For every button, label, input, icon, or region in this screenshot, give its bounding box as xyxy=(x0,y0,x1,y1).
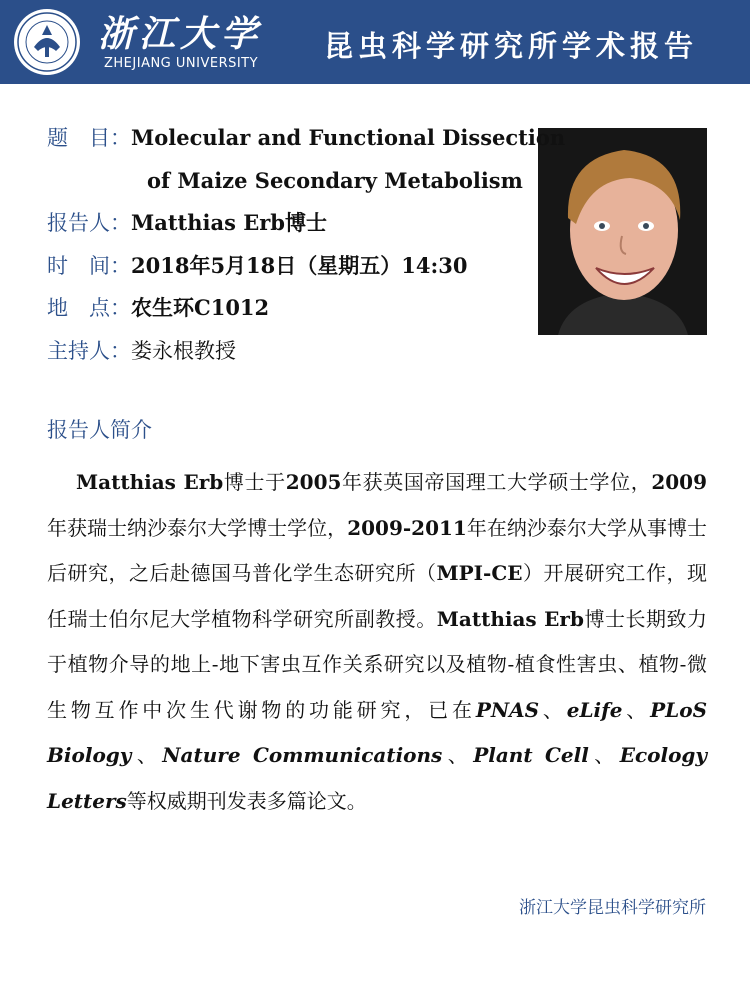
journal-4: Nature Communications xyxy=(162,743,443,767)
journal-3: PLoS Biology xyxy=(47,697,708,767)
sep-5: 、 xyxy=(588,743,620,767)
time-row xyxy=(47,246,467,286)
sep-3: 、 xyxy=(131,743,163,767)
speaker-photo xyxy=(538,128,707,335)
bio-year-1: 2005 xyxy=(285,470,342,494)
speaker-label: 报告人： xyxy=(47,211,131,235)
university-seal-icon xyxy=(12,7,82,77)
title-line-2: of Maize Secondary Metabolism xyxy=(147,168,523,193)
bio-name-1: Matthias Erb xyxy=(76,470,224,494)
journal-6: Ecology Letters xyxy=(47,743,708,813)
journal-2: eLife xyxy=(566,697,623,722)
speaker-name: Matthias Erb博士 xyxy=(131,210,327,235)
place-label: 地 点： xyxy=(47,296,131,320)
speaker-portrait-icon xyxy=(538,128,707,335)
bio-paragraph xyxy=(47,460,707,824)
sep-4: 、 xyxy=(442,743,474,767)
bio-text-2a: 博士长期致力于植物介导的地上-地下害虫互作关系研究以及植物-植食性害虫、植物-微生物互作中次生代谢物的功能研究，已在 xyxy=(47,606,708,722)
sep-2: 、 xyxy=(622,697,651,722)
title-line-1: Molecular and Functional Dissection xyxy=(131,125,566,150)
place-value: 农生环C1012 xyxy=(131,295,270,320)
university-name-cn: 浙江大学 xyxy=(98,13,263,55)
journal-1: PNAS xyxy=(475,697,540,722)
bio-year-3: 2009-2011 xyxy=(347,515,467,540)
title-row-2 xyxy=(147,161,523,201)
footer-institute: 浙江大学昆虫科学研究所 xyxy=(519,898,706,918)
bio-text-1b: 年获英国帝国理工大学硕士学位， xyxy=(341,470,652,494)
bio-text-1c: 年获瑞士纳沙泰尔大学博士学位， xyxy=(47,515,348,540)
bio-name-2: Matthias Erb xyxy=(436,606,584,631)
title-row xyxy=(47,118,565,158)
time-label: 时 间： xyxy=(47,254,131,278)
host-value: 娄永根教授 xyxy=(131,339,236,363)
bio-text-1d: 年在纳沙泰尔大学从事博士后研究，之后赴德国马普化学生态研究所（ xyxy=(47,515,708,585)
host-row xyxy=(47,331,236,371)
sep-1: 、 xyxy=(539,697,567,722)
bio-mpi: MPI-CE xyxy=(436,561,523,585)
header-bar xyxy=(0,0,750,84)
title-label: 题 目： xyxy=(47,126,131,150)
host-label: 主持人： xyxy=(47,339,131,363)
speaker-row xyxy=(47,203,327,243)
time-value: 2018年5月18日（星期五）14:30 xyxy=(131,253,468,278)
bio-text-1a: 博士于 xyxy=(223,470,286,494)
bio-text-1e: ）开展研究工作，现任瑞士伯尔尼大学植物科学研究所副教授。 xyxy=(47,561,707,631)
place-row xyxy=(47,288,269,328)
university-name-en: ZHEJIANG UNIVERSITY xyxy=(104,56,259,71)
report-banner-title: 昆虫科学研究所学术报告 xyxy=(323,29,698,63)
journal-5: Plant Cell xyxy=(473,743,589,767)
bio-year-2: 2009 xyxy=(651,470,708,494)
bio-heading: 报告人简介 xyxy=(47,418,152,442)
bio-text-2-end: 等权威期刊发表多篇论文。 xyxy=(126,788,367,813)
